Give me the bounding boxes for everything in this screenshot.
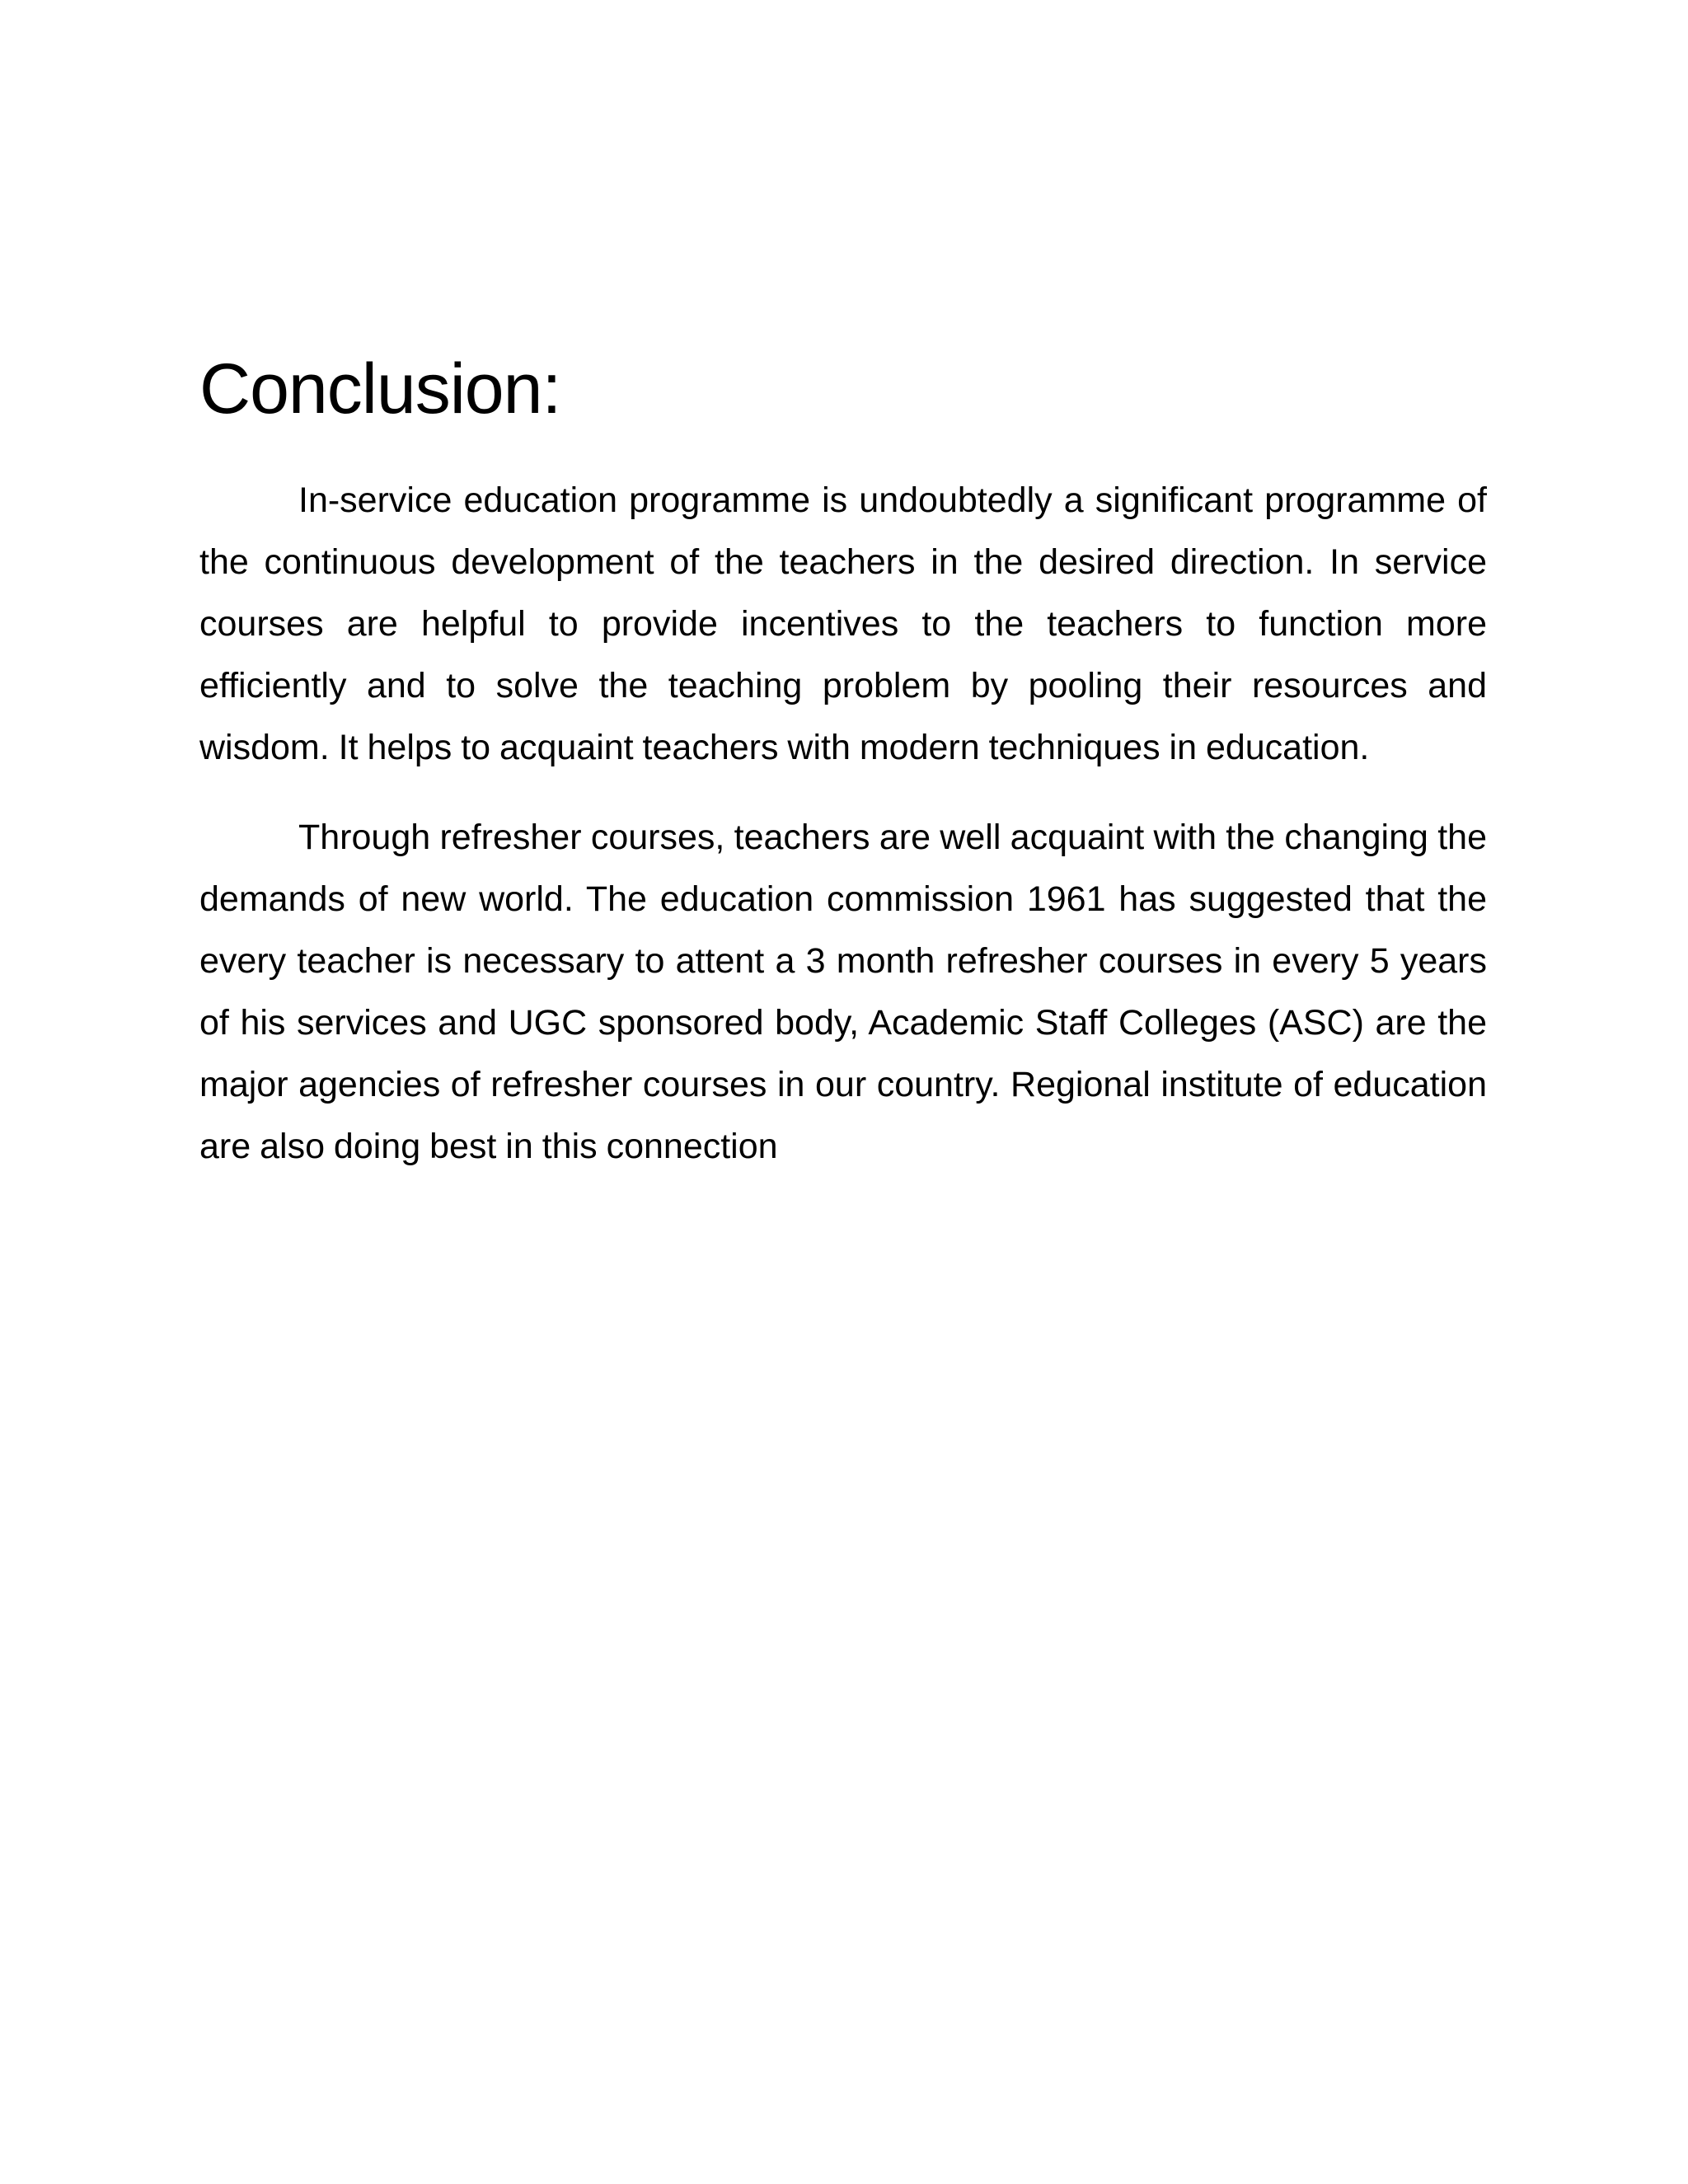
document-body (199, 344, 1487, 1178)
section-heading: Conclusion: (199, 349, 561, 429)
paragraph-refresher-courses: Through refresher courses, teachers are well acquaint with the changing the demands of new world. The education commission 1961 has suggested that the every teacher is necessary to attent a 3 month refresher courses in every 5 years of his services and UGC sponsored body, Academic Staff Colleges (ASC) are the major agencies of refresher courses in our country. Regional institute of education are also doing best in this connection (199, 818, 1487, 1166)
paragraph-in-service: In-service education programme is undoubtedly a significant programme of the continuous development of the teachers in the desired direction. In service courses are helpful to provide incentives to the teachers to function more efficiently and to solve the teaching problem by pooling their resources and wisdom. It helps to acquaint teachers with modern techniques in education. (199, 480, 1487, 767)
